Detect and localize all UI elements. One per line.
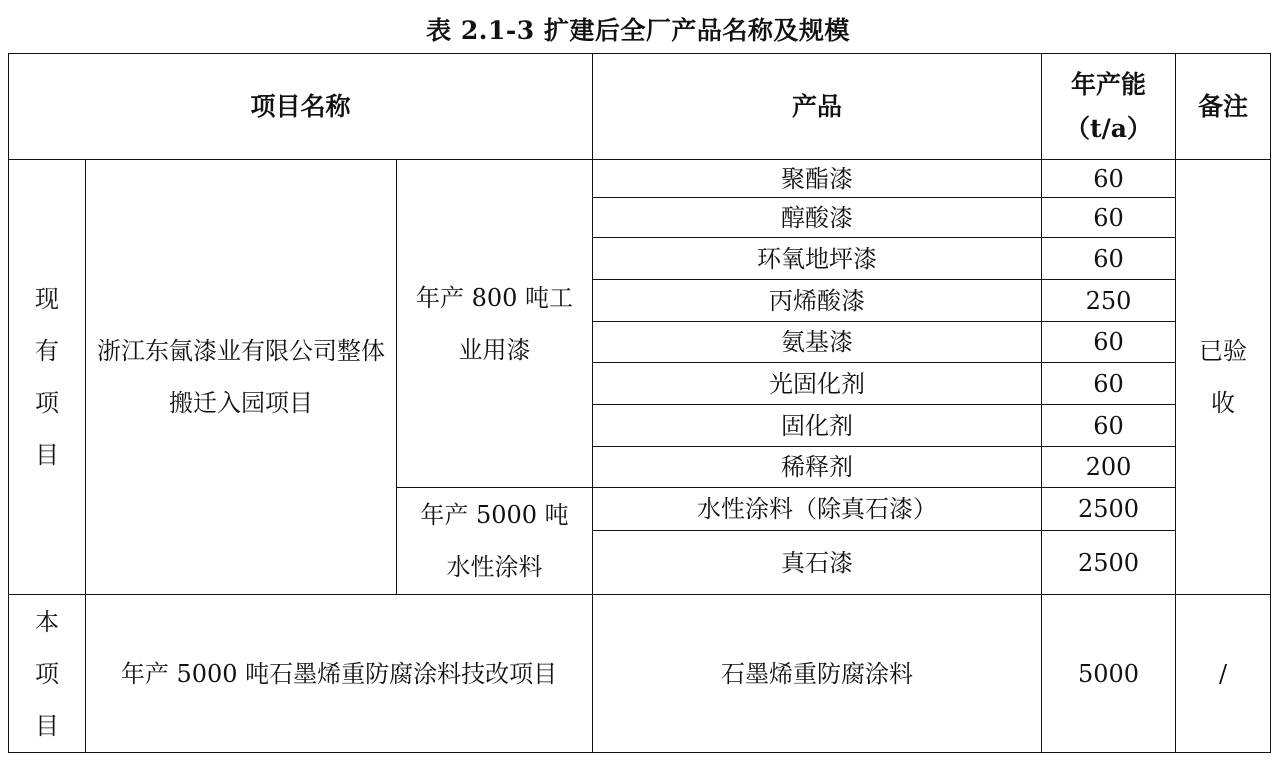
group-industrial-name: 年产 800 吨工业用漆 [415,283,574,364]
existing-remark: 已验收 [1199,337,1247,417]
product-cell: 固化剂 [593,405,1042,447]
existing-category-cell [9,160,86,595]
product-cell: 光固化剂 [593,363,1042,405]
table-caption: 表 2.1-3 扩建后全厂产品名称及规模 [426,16,850,45]
product-cell: 稀释剂 [593,447,1042,488]
current-project-name: 年产 5000 吨石墨烯重防腐涂料技改项目 [86,595,593,753]
header-capacity-label: 年产能 [1070,69,1146,99]
table-row [9,160,1271,198]
product-cell: 真石漆 [593,531,1042,595]
current-category: 本项目 [35,607,59,740]
capacity-cell: 60 [1042,238,1176,280]
existing-category: 现有项目 [35,285,59,469]
header-row [9,54,1271,160]
header-capacity [1042,54,1176,160]
product-cell: 水性涂料（除真石漆） [593,488,1042,531]
capacity-cell: 250 [1042,280,1176,322]
group-industrial-cell [397,160,593,488]
capacity-cell: 60 [1042,363,1176,405]
capacity-cell: 2500 [1042,488,1176,531]
capacity-cell: 2500 [1042,531,1176,595]
header-product: 产品 [593,54,1042,160]
header-remark: 备注 [1176,54,1271,160]
existing-project-cell [86,160,397,595]
product-cell: 氨基漆 [593,322,1042,363]
capacity-cell: 60 [1042,198,1176,238]
product-capacity-table [8,53,1271,753]
current-project-row [9,595,1271,753]
current-category-cell [9,595,86,753]
existing-remark-cell [1176,160,1271,595]
capacity-cell: 200 [1042,447,1176,488]
product-cell: 丙烯酸漆 [593,280,1042,322]
product-cell: 环氧地坪漆 [593,238,1042,280]
capacity-cell: 60 [1042,405,1176,447]
group-waterborne-cell [397,488,593,595]
header-capacity-unit: （t/a） [1065,113,1152,143]
header-project-name: 项目名称 [9,54,593,160]
product-cell: 醇酸漆 [593,198,1042,238]
existing-project-name: 浙江东氤漆业有限公司整体搬迁入园项目 [97,337,385,417]
product-cell: 聚酯漆 [593,160,1042,198]
capacity-cell: 60 [1042,160,1176,198]
group-waterborne-name: 年产 5000 吨水性涂料 [420,501,569,581]
capacity-cell: 60 [1042,322,1176,363]
current-capacity: 5000 [1042,595,1176,753]
current-product: 石墨烯重防腐涂料 [593,595,1042,753]
current-remark: / [1176,595,1271,753]
